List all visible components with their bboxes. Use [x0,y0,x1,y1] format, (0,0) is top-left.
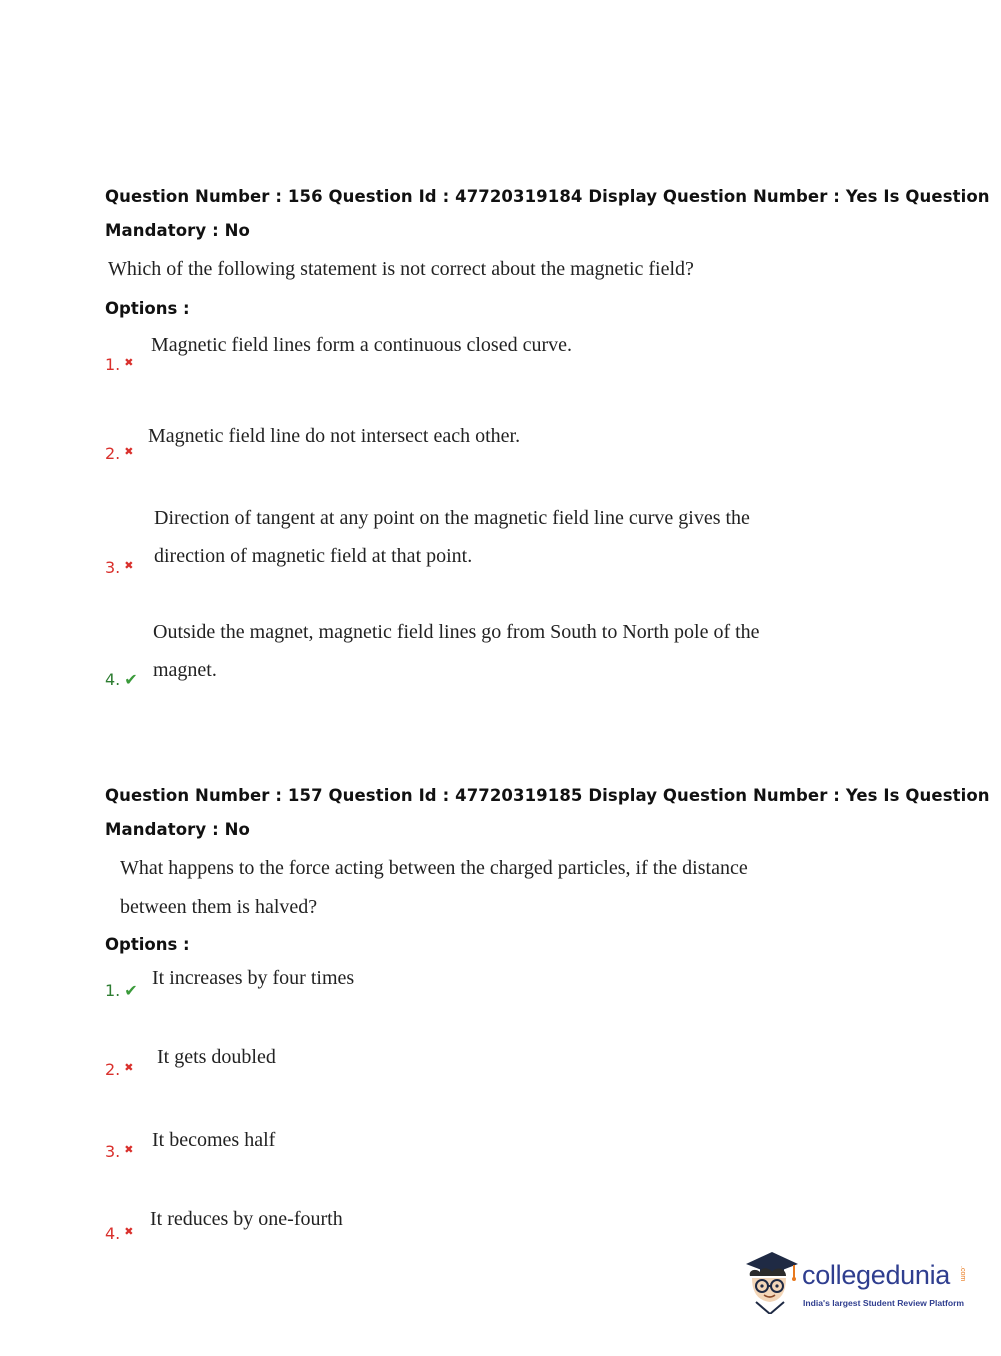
option-text: Magnetic field lines form a continuous closed curve. [151,334,572,356]
question-meta-line: Question Number : 157 Question Id : 47720319185 Display Question Number : Yes Is Question [105,786,990,805]
options-label: Options : [105,935,190,954]
option-text: It becomes half [152,1129,276,1151]
option-number: 2. ✖ [105,1060,134,1079]
option-number: 1. ✔ [105,981,138,1000]
question-mandatory-line: Mandatory : No [105,820,250,839]
mascot-icon [742,1250,800,1314]
option-text-line: direction of magnetic field at that point. [154,545,473,567]
option-text: It gets doubled [157,1046,276,1068]
cross-icon: ✖ [124,445,134,458]
cross-icon: ✖ [124,559,134,572]
question-text: Which of the following statement is not correct about the magnetic field? [108,258,694,280]
option-number: 3. ✖ [105,558,134,577]
cross-icon: ✖ [124,1061,134,1074]
cross-icon: ✖ [124,1143,134,1156]
brand-tagline: India's largest Student Review Platform [803,1298,965,1308]
option-text-line: Outside the magnet, magnetic field lines go from South to North pole of the [153,621,760,643]
option-text-line: Direction of tangent at any point on the magnetic field line curve gives the [154,507,750,529]
check-icon: ✔ [124,981,138,1000]
cross-icon: ✖ [124,1225,134,1238]
question-meta-line: Question Number : 156 Question Id : 47720319184 Display Question Number : Yes Is Question [105,187,990,206]
option-number: 4. ✔ [105,670,138,689]
option-text-line: magnet. [153,659,217,681]
option-number: 3. ✖ [105,1142,134,1161]
brand-name: collegedunia [802,1260,951,1290]
brand-suffix: .com [959,1266,966,1282]
option-number: 1. ✖ [105,355,134,374]
question-text-line: What happens to the force acting between the charged particles, if the distance [120,857,748,879]
cross-icon: ✖ [124,356,134,369]
collegedunia-logo [742,1250,972,1320]
option-text: It increases by four times [152,967,355,989]
option-number: 2. ✖ [105,444,134,463]
question-text-line: between them is halved? [120,896,318,918]
option-text: It reduces by one-fourth [150,1208,343,1230]
check-icon: ✔ [124,670,138,689]
question-mandatory-line: Mandatory : No [105,221,250,240]
option-number: 4. ✖ [105,1224,134,1243]
option-text: Magnetic field line do not intersect each other. [148,425,521,447]
options-label: Options : [105,299,190,318]
